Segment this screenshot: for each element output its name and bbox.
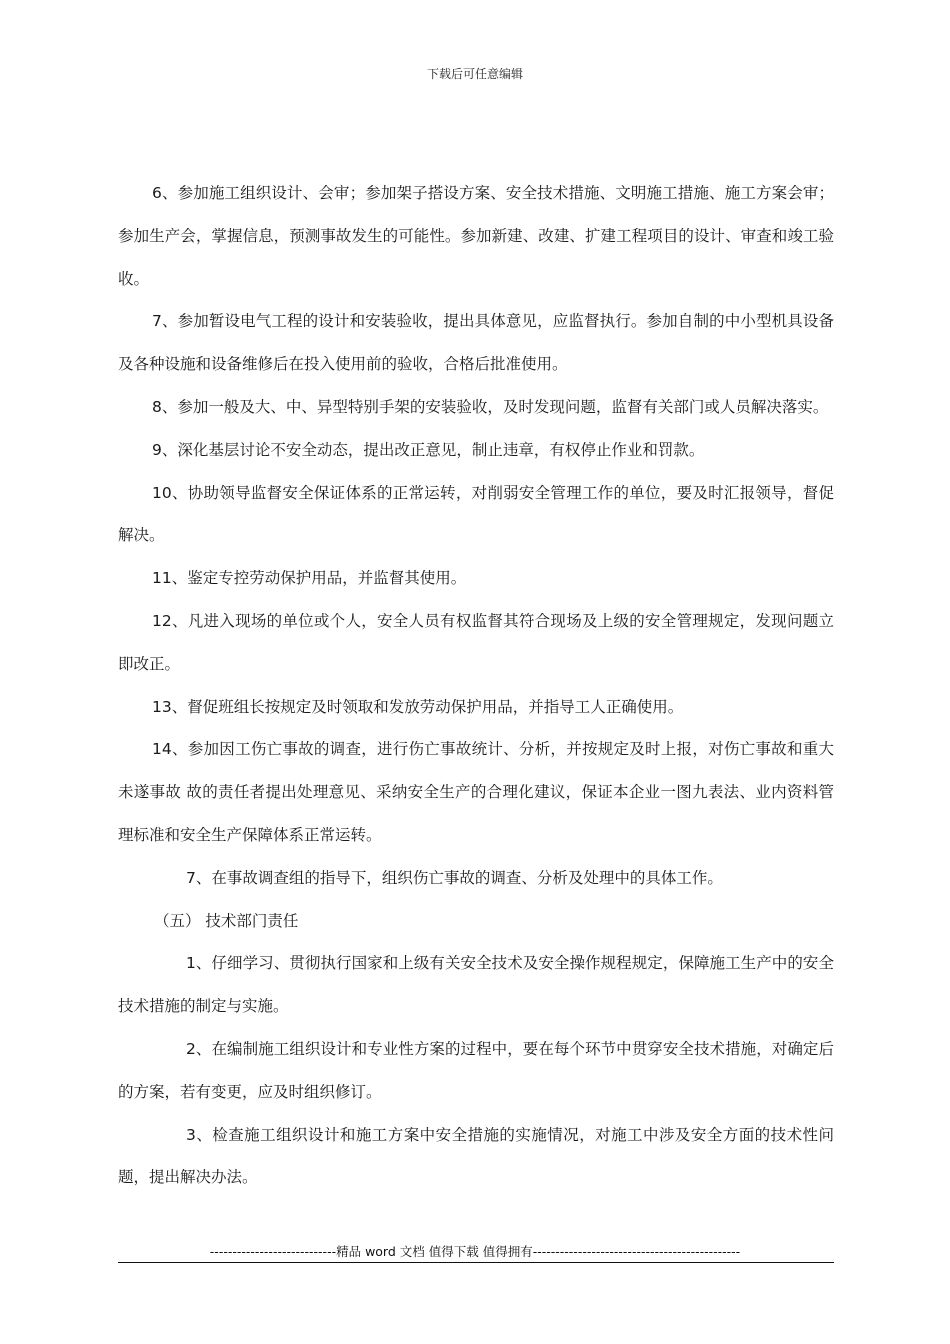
paragraph-item-14: 14、参加因工伤亡事故的调查，进行伤亡事故统计、分析，并按规定及时上报，对伤亡事故和重大未遂事故 故的责任者提出处理意见、采纳安全生产的合理化建议，保证本企业一图九表法、业内资料管理标准和安全生产保障体系正常运转。: [118, 740, 834, 844]
section-paragraph-3: 3、检查施工组织设计和施工方案中安全措施的实施情况，对施工中涉及安全方面的技术性问题，提出解决办法。: [118, 1125, 834, 1187]
paragraph-item-7-investigation: 7、在事故调查组的指导下，组织伤亡事故的调查、分析及处理中的具体工作。: [186, 868, 723, 887]
paragraph-item-9: 9、深化基层讨论不安全动态，提出改正意见，制止违章，有权停止作业和罚款。: [152, 440, 705, 459]
paragraph-item-10: 10、协助领导监督安全保证体系的正常运转，对削弱安全管理工作的单位，要及时汇报领导，督促解决。: [118, 483, 834, 545]
paragraph-item-7: 7、参加暂设电气工程的设计和安装验收，提出具体意见，应监督执行。参加自制的中小型机具设备及各种设施和设备维修后在投入使用前的验收，合格后批准使用。: [118, 312, 834, 374]
header-note: 下载后可任意编辑: [426, 67, 523, 81]
document-body: [118, 172, 834, 1199]
section-paragraph-2: 2、在编制施工组织设计和专业性方案的过程中，要在每个环节中贯穿安全技术措施，对确定后的方案，若有变更，应及时组织修订。: [118, 1039, 834, 1101]
section-heading: （五） 技术部门责任: [154, 911, 299, 930]
footer-text: ----------------------------精品 word 文档 值得下载 值得拥有----------------------------------------------: [209, 1244, 741, 1259]
paragraph-item-6: 6、参加施工组织设计、会审；参加架子搭设方案、安全技术措施、文明施工措施、施工方案会审；参加生产会，掌握信息，预测事故发生的可能性。参加新建、改建、扩建工程项目的设计、审查和竣工验收。: [118, 184, 834, 288]
paragraph-item-11: 11、鉴定专控劳动保护用品，并监督其使用。: [152, 569, 467, 588]
paragraph-item-13: 13、督促班组长按规定及时领取和发放劳动保护用品，并指导工人正确使用。: [152, 697, 684, 716]
paragraph-item-12: 12、凡进入现场的单位或个人，安全人员有权监督其符合现场及上级的安全管理规定，发现问题立即改正。: [118, 611, 834, 673]
section-paragraph-1: 1、仔细学习、贯彻执行国家和上级有关安全技术及安全操作规程规定，保障施工生产中的安全技术措施的制定与实施。: [118, 954, 834, 1016]
footer-divider: [118, 1262, 834, 1263]
paragraph-item-8: 8、参加一般及大、中、异型特别手架的安装验收，及时发现问题，监督有关部门或人员解决落实。: [152, 397, 829, 416]
